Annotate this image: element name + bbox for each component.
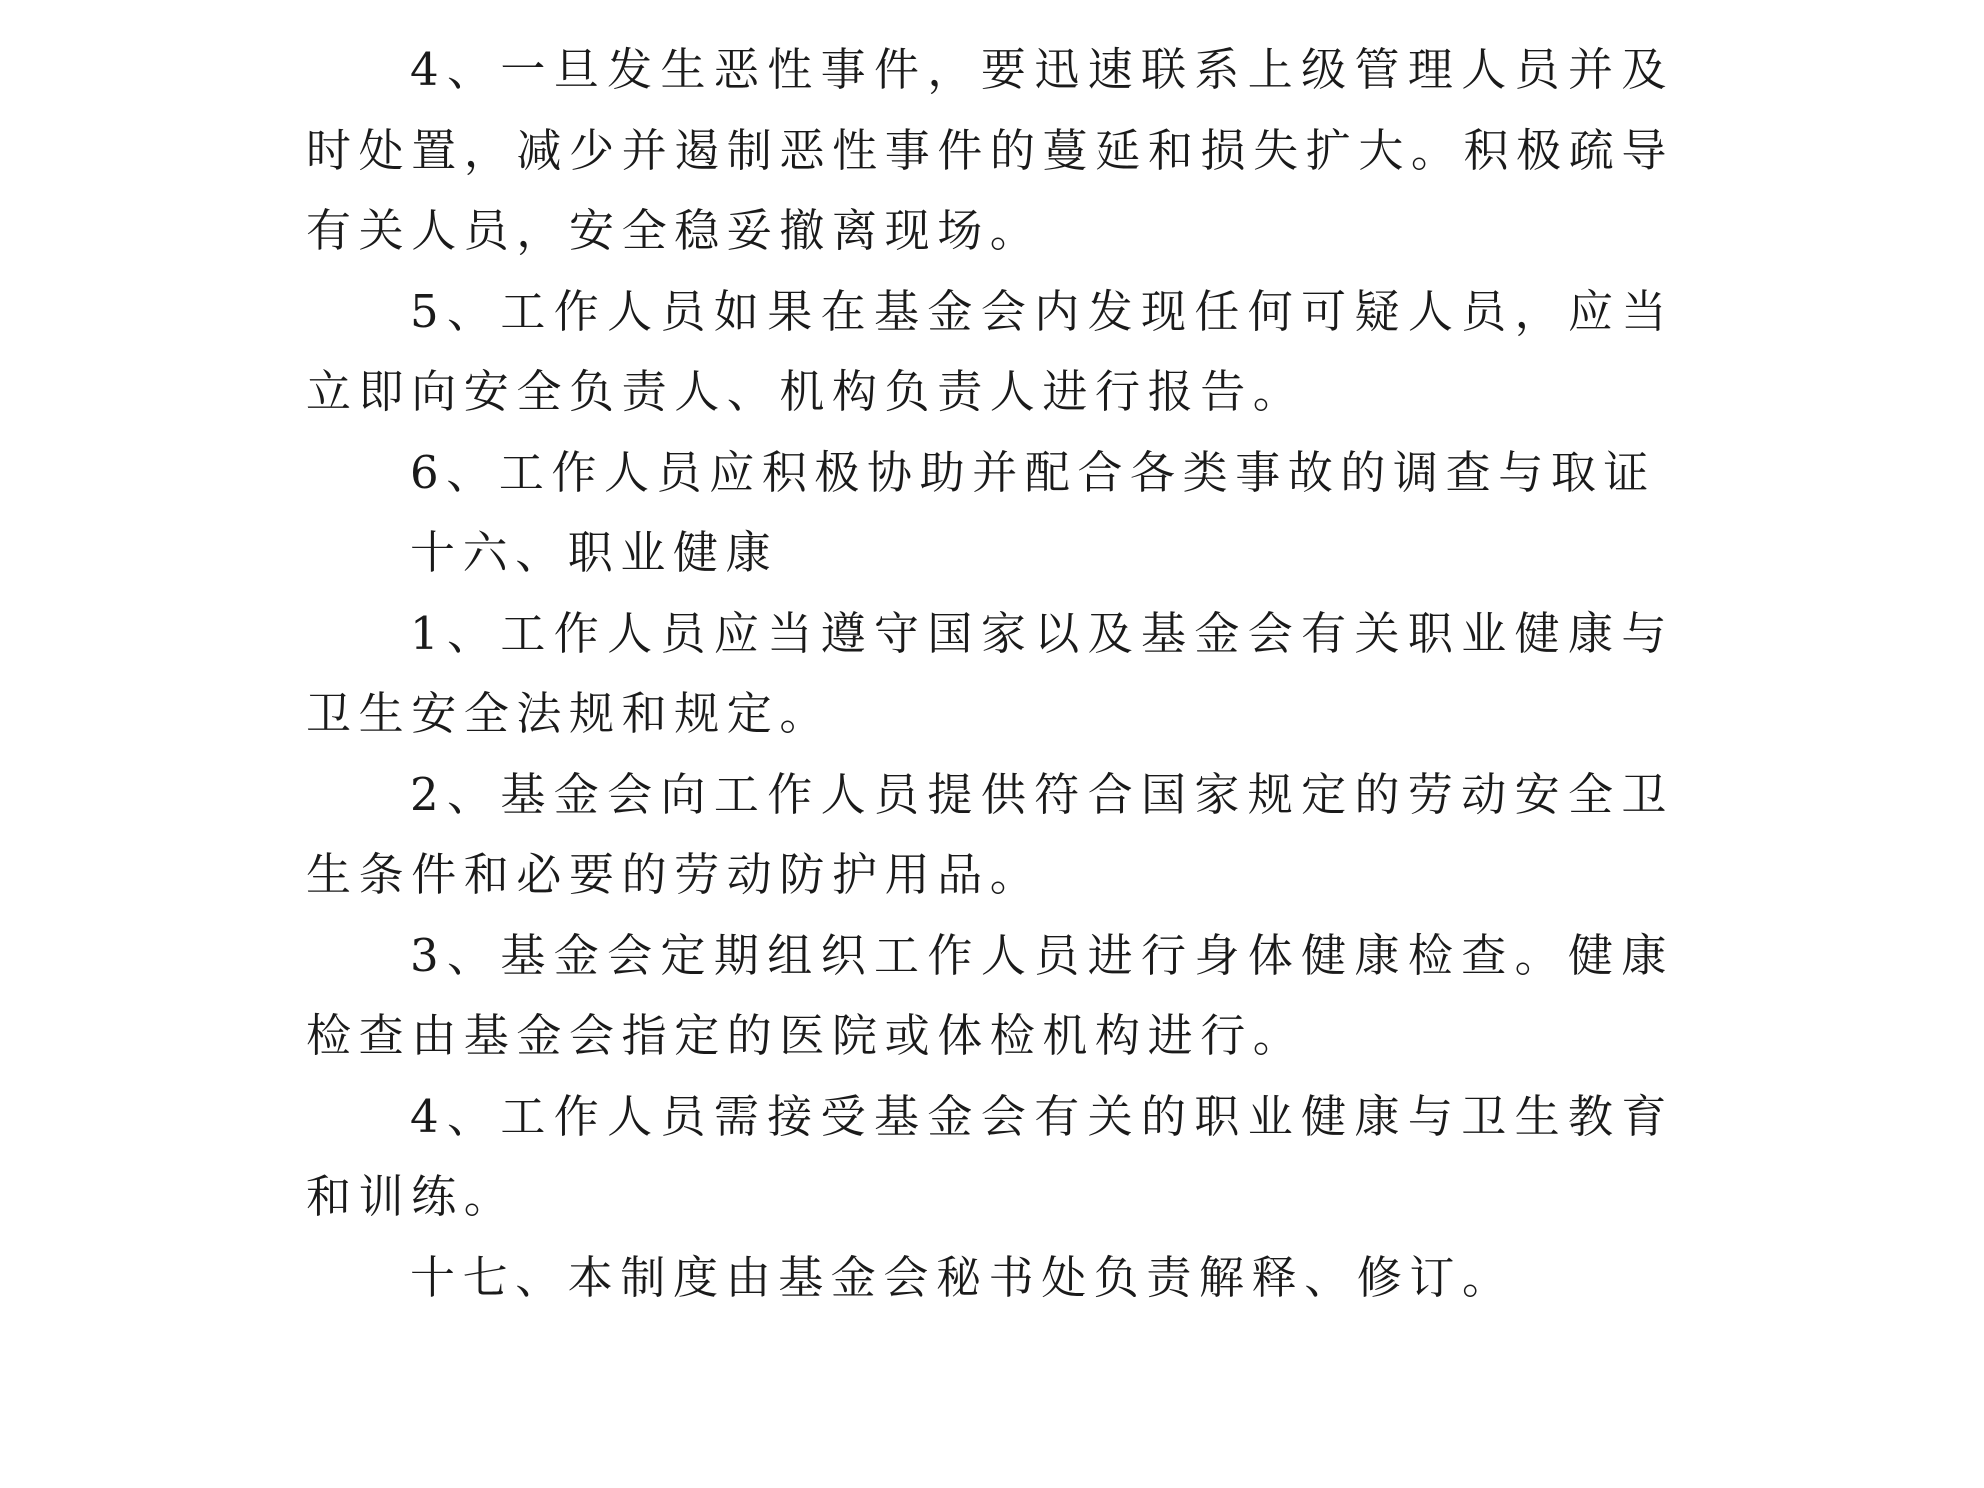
document-body xyxy=(306,30,1674,1318)
paragraph-health-regulations: 1、工作人员应当遵守国家以及基金会有关职业健康与卫生安全法规和规定。 xyxy=(306,606,1674,740)
section-heading-interpretation: 十七、本制度由基金会秘书处负责解释、修订。 xyxy=(410,1250,1515,1304)
paragraph-safety-conditions: 2、基金会向工作人员提供符合国家规定的劳动安全卫生条件和必要的劳动防护用品。 xyxy=(306,767,1674,901)
paragraph-health-checkup: 3、基金会定期组织工作人员进行身体健康检查。健康检查由基金会指定的医院或体检机构进行。 xyxy=(306,928,1674,1062)
paragraph-suspicious-persons: 5、工作人员如果在基金会内发现任何可疑人员，应当立即向安全负责人、机构负责人进行报告。 xyxy=(306,284,1674,418)
paragraph-accident-investigation: 6、工作人员应积极协助并配合各类事故的调查与取证 xyxy=(410,445,1657,499)
paragraph-health-training: 4、工作人员需接受基金会有关的职业健康与卫生教育和训练。 xyxy=(306,1089,1674,1223)
paragraph-emergency-handling: 4、一旦发生恶性事件，要迅速联系上级管理人员并及时处置，减少并遏制恶性事件的蔓延和损失扩大。积极疏导有关人员，安全稳妥撤离现场。 xyxy=(306,43,1674,257)
section-heading-occupational-health: 十六、职业健康 xyxy=(410,526,779,579)
